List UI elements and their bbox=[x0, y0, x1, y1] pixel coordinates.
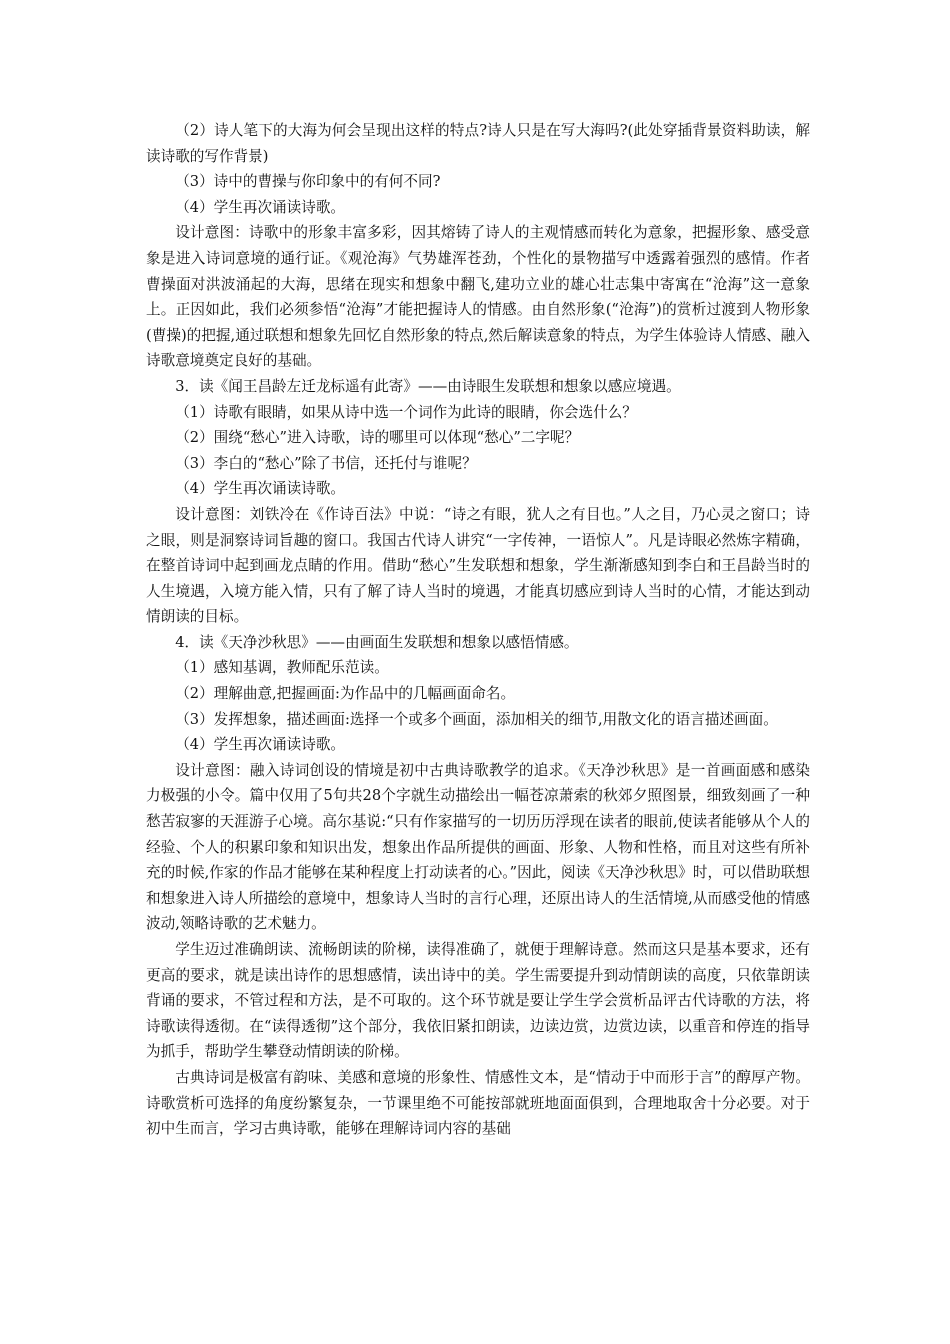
paragraph-section-4-q2: （2）理解曲意,把握画面:为作品中的几幅画面命名。 bbox=[175, 685, 516, 703]
paragraph-section-3-heading: 3．读《闻王昌龄左迁龙标遥有此寄》——由诗眼生发联想和想象以感应境遇。 bbox=[175, 377, 681, 395]
paragraph-section-3-q2: （2）围绕“愁心”进入诗歌，诗的哪里可以体现“愁心”二字呢？ bbox=[175, 429, 580, 447]
document-page bbox=[146, 118, 810, 1142]
paragraph-design-intent-3: 设计意图：融入诗词创设的情境是初中古典诗歌教学的追求。《天净沙秋思》是一首画面感和感染力极强的小令。篇中仅用了5句共28个字就生动描绘出一幅苍凉萧索的秋郊夕照图景，细致刻画了一种愁苦寂寥的天涯游子心境。高尔基说:“只有作家描写的一切历历浮现在读者的眼前,使读者能够从个人的经验、个人的积累印象和知识出发，想象出作品所提供的画面、形象、人物和性格，而且对这些有所补充的时候,作家的作品才能够在某种程度上打动读者的心。”因此，阅读《天净沙秋思》时，可以借助联想和想象进入诗人所描绘的意境中，想象诗人当时的言行心理，还原出诗人的生活情境,从而感受他的情感波动,领略诗歌的艺术魅力。 bbox=[146, 761, 810, 933]
paragraph-section-4-q3: （3）发挥想象，描述画面:选择一个或多个画面，添加相关的细节,用散文化的语言描述画面。 bbox=[175, 710, 778, 728]
paragraph-section-3-q3: （3）李白的“愁心”除了书信，还托付与谁呢？ bbox=[175, 454, 477, 472]
paragraph-design-intent-1: 设计意图：诗歌中的形象丰富多彩，因其熔铸了诗人的主观情感而转化为意象，把握形象、感受意象是进入诗词意境的通行证。《观沧海》气势雄浑苍劲，个性化的景物描写中透露着强烈的感情。作者曹操面对洪波涌起的大海，思绪在现实和想象中翻飞,建功立业的雄心壮志集中寄寓在“沧海”这一意象上。正因如此，我们必须参悟“沧海”才能把握诗人的情感。由自然形象(“沧海”)的赏析过渡到人物形象(曹操)的把握,通过联想和想象先回忆自然形象的特点,然后解读意象的特点，为学生体验诗人情感、融入诗歌意境奠定良好的基础。 bbox=[146, 224, 810, 370]
paragraph-section-4-heading: 4．读《天净沙秋思》——由画面生发联想和想象以感悟情感。 bbox=[175, 633, 579, 651]
paragraph-design-intent-2: 设计意图：刘铁冷在《作诗百法》中说：“诗之有眼，犹人之有目也。”人之目，乃心灵之窗口；诗之眼，则是洞察诗词旨趣的窗口。我国古代诗人讲究“一字传神，一语惊人”。凡是诗眼必然炼字精确，在整首诗词中起到画龙点睛的作用。借助“愁心”生发联想和想象，学生渐渐感知到李白和王昌龄当时的人生境遇，入境方能入情，只有了解了诗人当时的境遇，才能真切感应到诗人当时的心情，才能达到动情朗读的目标。 bbox=[146, 505, 810, 626]
paragraph-section-3-q4: （4）学生再次诵读诗歌。 bbox=[175, 480, 346, 498]
paragraph-section-4-q4: （4）学生再次诵读诗歌。 bbox=[175, 736, 346, 754]
paragraph-section-4-q1: （1）感知基调，教师配乐范读。 bbox=[175, 659, 389, 677]
paragraph-classical-poetry: 古典诗词是极富有韵味、美感和意境的形象性、情感性文本，是“情动于中而形于言”的醇厚产物。诗歌赏析可选择的角度纷繁复杂，一节课里绝不可能按部就班地面面俱到，合理地取舍十分必要。对于初中生而言，学习古典诗歌，能够在理解诗词内容的基础 bbox=[146, 1068, 810, 1138]
paragraph-reading-stages: 学生迈过准确朗读、流畅朗读的阶梯，读得准确了，就便于理解诗意。然而这只是基本要求，还有更高的要求，就是读出诗作的思想感情，读出诗中的美。学生需要提升到动情朗读的高度，只依靠朗读背诵的要求，不管过程和方法，是不可取的。这个环节就是要让学生学会赏析品评古代诗歌的方法，将诗歌读得透彻。在“读得透彻”这个部分，我依旧紧扣朗读，边读边赏，边赏边读，以重音和停连的指导为抓手，帮助学生攀登动情朗读的阶梯。 bbox=[146, 941, 810, 1061]
paragraph-section-3-q1: （1）诗歌有眼睛，如果从诗中选一个词作为此诗的眼睛，你会选什么？ bbox=[175, 403, 637, 421]
paragraph-question-4: （4）学生再次诵读诗歌。 bbox=[175, 198, 346, 216]
paragraph-question-3: （3）诗中的曹操与你印象中的有何不同? bbox=[175, 173, 441, 191]
paragraph-question-2: （2）诗人笔下的大海为何会呈现出这样的特点?诗人只是在写大海吗?(此处穿插背景资料助读，解读诗歌的写作背景) bbox=[146, 122, 810, 165]
